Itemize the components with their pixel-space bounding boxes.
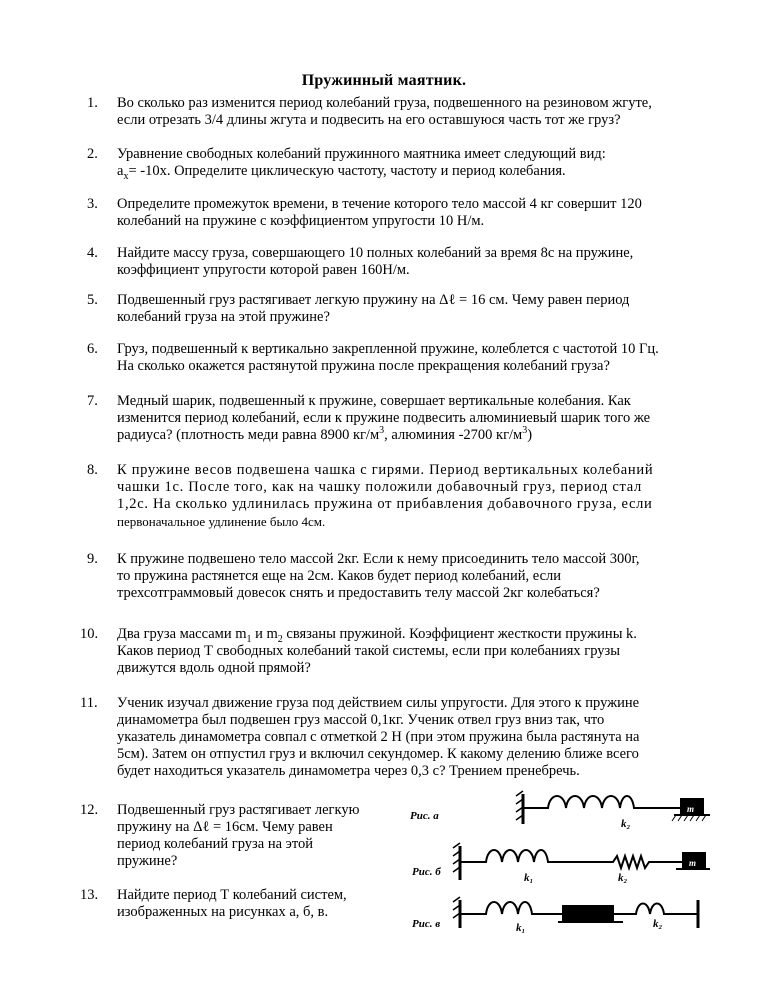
question-line: то пружина растянется еще на 2см. Каков будет период колебаний, если	[117, 568, 561, 584]
question-line: первоначальное удлинение было 4см.	[117, 514, 326, 529]
figure-label-c: Рис. в	[412, 918, 441, 930]
question-line: будет находиться указатель динамометра через 0,3 с? Трением пренебречь.	[117, 763, 580, 779]
question-number: 3.	[87, 196, 98, 212]
question-10	[80, 626, 707, 677]
spring-c-left	[460, 902, 563, 914]
figure-label-a: Рис. а	[410, 810, 439, 822]
question-line: если отрезать 3/4 длины жгута и подвесить на его оставшуюся часть тот же груз?	[117, 112, 621, 128]
diagram-b	[453, 843, 710, 880]
question-number: 12.	[80, 802, 99, 818]
question-13	[80, 887, 387, 921]
equation-a: a	[117, 163, 124, 179]
k1-label-b: k₁	[524, 872, 534, 884]
density-copper: радиуса? (плотность меди равна 8900 кг/м	[117, 427, 380, 443]
question-11	[80, 695, 707, 780]
title-text: Пружинный маятник	[301, 72, 463, 89]
question-number: 8.	[87, 462, 98, 478]
diagram-a	[516, 791, 710, 824]
sub-1: 1	[246, 633, 252, 645]
question-line: 5см). Затем он отпустил груз и включил секундомер. К какому делению ближе всего	[117, 746, 639, 762]
k2-label-a: k₂	[621, 818, 631, 830]
density-aluminium: , алюминия -2700 кг/м	[384, 427, 523, 443]
question-line: Медный шарик, подвешенный к пружине, совершает вертикальные колебания. Как	[117, 393, 631, 409]
page-title	[0, 72, 768, 89]
question-line: К пружине весов подвешена чашка с гирями. Период вертикальных колебаний	[117, 462, 654, 478]
question-number: 1.	[87, 95, 98, 111]
question-number: 4.	[87, 245, 98, 261]
question-8	[87, 462, 707, 530]
equation-rest: = -10x. Определите циклическую частоту, частоту и период колебания.	[128, 163, 566, 179]
question-line: колебаний на пружине с коэффициентом упругости 10 Н/м.	[117, 213, 485, 229]
question-line: пружину на Δℓ = 16см. Чему равен	[117, 819, 333, 835]
spring-diagrams	[398, 782, 718, 932]
question-line: Каков период Т свободных колебаний такой системы, если при колебаниях грузы	[117, 643, 620, 659]
figure-label-b: Рис. б	[412, 866, 441, 878]
question-number: 7.	[87, 393, 98, 409]
question-line: чашки 1с. После того, как на чашку положили добавочный груз, период стал	[117, 479, 642, 495]
sub-2: 2	[277, 633, 283, 645]
question-line: Подвешенный груз растягивает легкую	[117, 802, 360, 818]
equation-sub-x: x	[123, 170, 129, 182]
spring-text: связаны пружиной. Коэффициент жесткости пружины k.	[282, 626, 637, 642]
question-line: 1,2с. На сколько удлинилась пружина от прибавления добавочного груза, если	[117, 496, 653, 512]
k2-label-c: k₂	[653, 918, 663, 930]
question-line: Определите промежуток времени, в течение которого тело массой 4 кг совершит 120	[117, 196, 642, 212]
question-line: Ученик изучал движение груза под действием силы упругости. Для этого к пружине	[117, 695, 640, 711]
question-line: изменится период колебаний, если к пружине подвесить алюминиевый шарик того же	[117, 410, 651, 426]
question-line: На сколько окажется растянутой пружина после прекращения колебаний груза?	[117, 358, 610, 374]
question-line	[117, 163, 707, 180]
question-1	[87, 95, 707, 129]
question-number: 2.	[87, 146, 98, 162]
question-line: движутся вдоль одной прямой?	[117, 660, 311, 676]
question-line: Во сколько раз изменится период колебаний груза, подвешенного на резиновом жгуте,	[117, 95, 652, 111]
spring-c-right	[613, 904, 698, 915]
question-number: 9.	[87, 551, 98, 567]
and-m: и m	[251, 626, 278, 642]
question-line	[117, 427, 707, 444]
k1-label-c: k₁	[516, 922, 526, 934]
question-9	[87, 551, 707, 602]
spring-systems-figure	[398, 782, 718, 932]
mass-label-a: m	[687, 804, 695, 814]
question-number: 10.	[80, 626, 99, 642]
question-12	[80, 802, 387, 870]
close-paren: )	[527, 427, 533, 443]
question-7	[87, 393, 707, 444]
spring-a	[523, 796, 681, 808]
question-line: указатель динамометра совпал с отметкой 2 Н (при этом пружина была растянута на	[117, 729, 640, 745]
question-line: коэффициент упругости которой равен 160Н/м.	[117, 262, 410, 278]
question-line: Уравнение свободных колебаний пружинного маятника имеет следующий вид:	[117, 146, 606, 162]
cube-sup: 3	[522, 425, 528, 437]
cube-sup: 3	[379, 425, 385, 437]
question-number: 6.	[87, 341, 98, 357]
question-2	[87, 146, 707, 180]
question-number: 5.	[87, 292, 98, 308]
question-number: 11.	[80, 695, 98, 711]
question-line: трехсотграммовый довесок снять и предоставить телу массой 2кг колебаться?	[117, 585, 600, 601]
question-line: пружине?	[117, 853, 178, 869]
question-4	[87, 245, 707, 279]
question-line: К пружине подвешено тело массой 2кг. Если к нему присоединить тело массой 300г,	[117, 551, 640, 567]
spring-b	[460, 850, 683, 868]
question-line: Найдите массу груза, совершающего 10 полных колебаний за время 8с на пружине,	[117, 245, 634, 261]
question-line: изображенных на рисунках а, б, в.	[117, 904, 329, 920]
question-line: Подвешенный груз растягивает легкую пружину на Δℓ = 16 см. Чему равен период	[117, 292, 630, 308]
question-number: 13.	[80, 887, 99, 903]
question-line: динамометра был подвешен груз массой 0,1кг. Ученик отвел груз вниз так, что	[117, 712, 605, 728]
question-5	[87, 292, 707, 326]
question-line	[117, 626, 707, 643]
question-6	[87, 341, 707, 375]
k2-label-b: k₂	[618, 872, 628, 884]
question-line: Найдите период Т колебаний систем,	[117, 887, 347, 903]
masses-text: Два груза массами m	[117, 626, 247, 642]
question-line: Груз, подвешенный к вертикально закрепленной пружине, колеблется с частотой 10 Гц.	[117, 341, 659, 357]
mass-c	[563, 906, 613, 920]
question-3	[87, 196, 707, 230]
title-dot: .	[462, 72, 467, 89]
mass-label-b: m	[689, 858, 697, 868]
question-line: период колебаний груза на этой	[117, 836, 314, 852]
question-line: колебаний груза на этой пружине?	[117, 309, 330, 325]
